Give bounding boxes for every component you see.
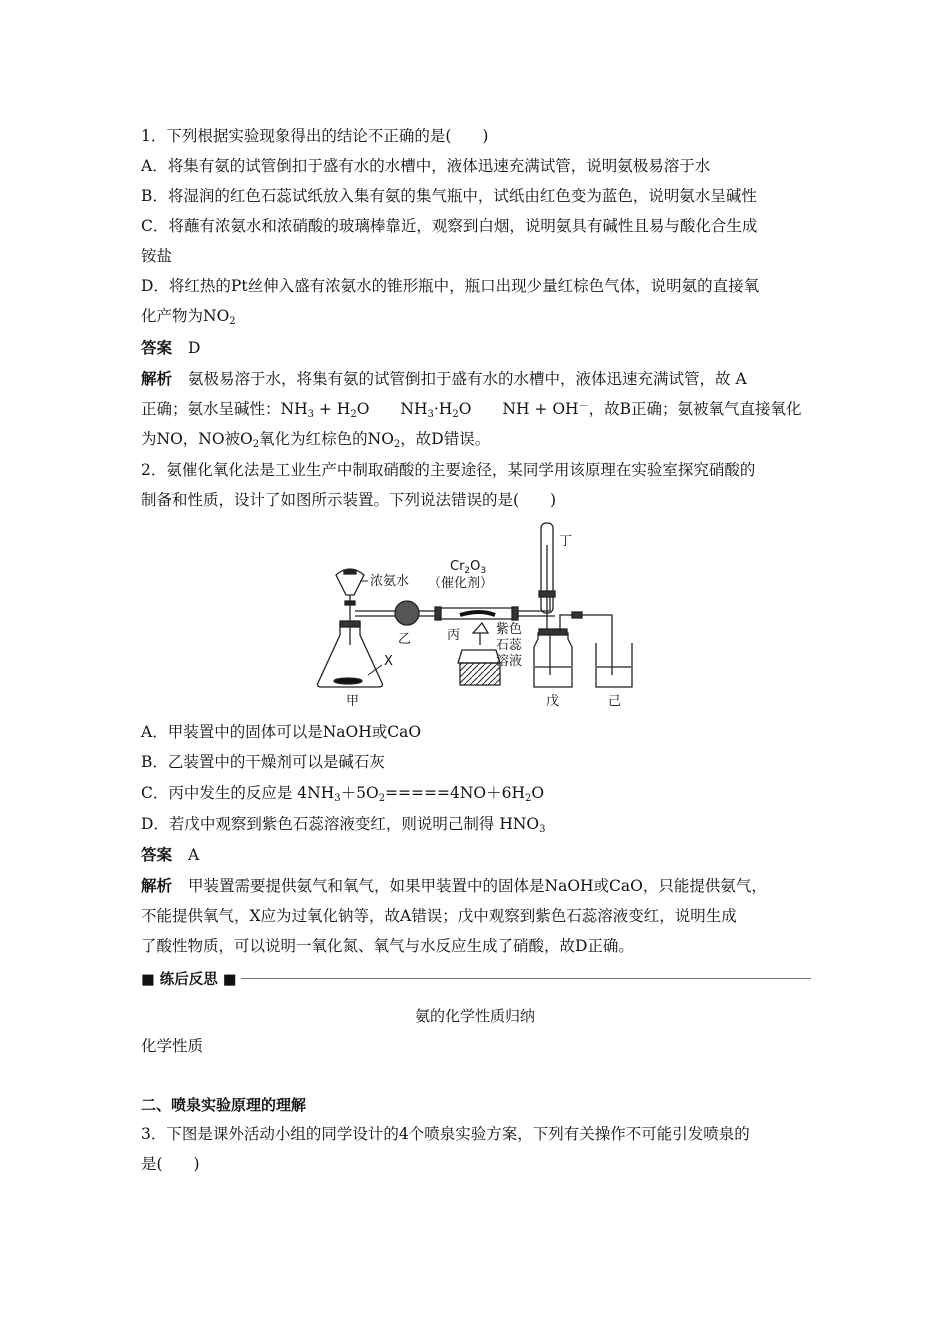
q2-option-d: D．若戊中观察到紫色石蕊溶液变红，则说明己制得 $HNO_3$ [141,815,546,835]
label-litmus-3: 溶液 [496,654,523,669]
label-catalyst-name: （催化剂） [428,576,494,591]
q2-option-b: B．乙装置中的干燥剂可以是碱石灰 [141,753,385,771]
q1-stem: 1．下列根据实验现象得出的结论不正确的是( ) [141,127,489,145]
label-litmus-1: 紫色 [496,622,523,637]
q1-analysis-2: 正确；氨水呈碱性：$NH_3 + H_2O$ $NH_3\cdot H_2O$ NH + OH－，故B正确；氨被氧气直接氧化 [141,400,802,420]
label-wu: 戊 [546,694,560,709]
label-ding: 丁 [559,534,573,549]
label-ji: 己 [608,694,622,709]
q1-option-c: C．将蘸有浓氨水和浓硝酸的玻璃棒靠近，观察到白烟，说明氨具有碱性且易与酸化合生成 [141,217,758,235]
q2-option-a: A．甲装置中的固体可以是NaOH或CaO [141,723,422,741]
q2-option-c: C．丙中发生的反应是 $4NH_3+5O_2=====4NO+6H_2O$ [141,784,545,804]
q2-analysis-3: 了酸性物质，可以说明一氧化氮、氧气与水反应生成了硝酸，故D正确。 [141,937,634,955]
reflection-title: 氨的化学性质归纳 [414,1007,535,1025]
q2-analysis-2: 不能提供氧气，X应为过氧化钠等，故A错误；戊中观察到紫色石蕊溶液变红，说明生成 [141,907,737,925]
label-bing: 丙 [447,628,461,643]
label-litmus-2: 石蕊 [496,638,523,653]
q3-stem-cont: 是( ) [141,1155,200,1173]
q1-answer: 答案 D [141,338,201,357]
q1-analysis-1: 解析 氨极易溶于水，将集有氨的试管倒扣于盛有水的水槽中，液体迅速充满试管，故 A [141,369,747,388]
q2-answer: 答案 A [141,845,200,864]
q2-stem-cont: 制备和性质，设计了如图所示装置。下列说法错误的是( ) [141,491,557,509]
q2-analysis-1: 解析 甲装置需要提供氨气和氧气，如果甲装置中的固体是NaOH或CaO，只能提供氨气， [141,876,767,895]
reflection-divider [141,968,811,988]
q1-analysis-3: 为NO，NO被$O_2$氧化为红棕色的$NO_2$，故D错误。 [141,430,491,450]
q1-option-d: D．将红热的Pt丝伸入盛有浓氨水的锥形瓶中，瓶口出现少量红棕色气体，说明氨的直接氧 [141,277,760,295]
q1-option-b: B．将湿润的红色石蕊试纸放入集有氨的集气瓶中，试纸由红色变为蓝色，说明氨水呈碱性 [141,187,757,205]
reflection-text: 化学性质 [141,1037,204,1055]
label-jia: 甲 [346,694,360,709]
q1-option-a: A．将集有氨的试管倒扣于盛有水的水槽中，液体迅速充满试管，说明氨极易溶于水 [141,157,711,175]
divider-line [241,978,811,979]
q1-option-c-cont: 铵盐 [141,247,173,265]
section-2-heading: 二、喷泉实验原理的理解 [141,1096,307,1114]
label-x: X [384,654,393,669]
apparatus-diagram [310,515,650,715]
q1-option-d-cont: 化产物为$NO_2$ [141,307,236,327]
q2-stem: 2．氨催化氧化法是工业生产中制取硝酸的主要途径，某同学用该原理在实验室探究硝酸的 [141,461,756,479]
reflection-label: ■ 练后反思 ■ [141,972,237,988]
label-ammonia: 浓氨水 [370,574,410,589]
q3-stem: 3．下图是课外活动小组的同学设计的4个喷泉实验方案，下列有关操作不可能引发喷泉的 [141,1125,750,1143]
label-yi: 乙 [398,632,412,647]
label-catalyst-formula: $Cr_2O_3$ [450,559,487,576]
